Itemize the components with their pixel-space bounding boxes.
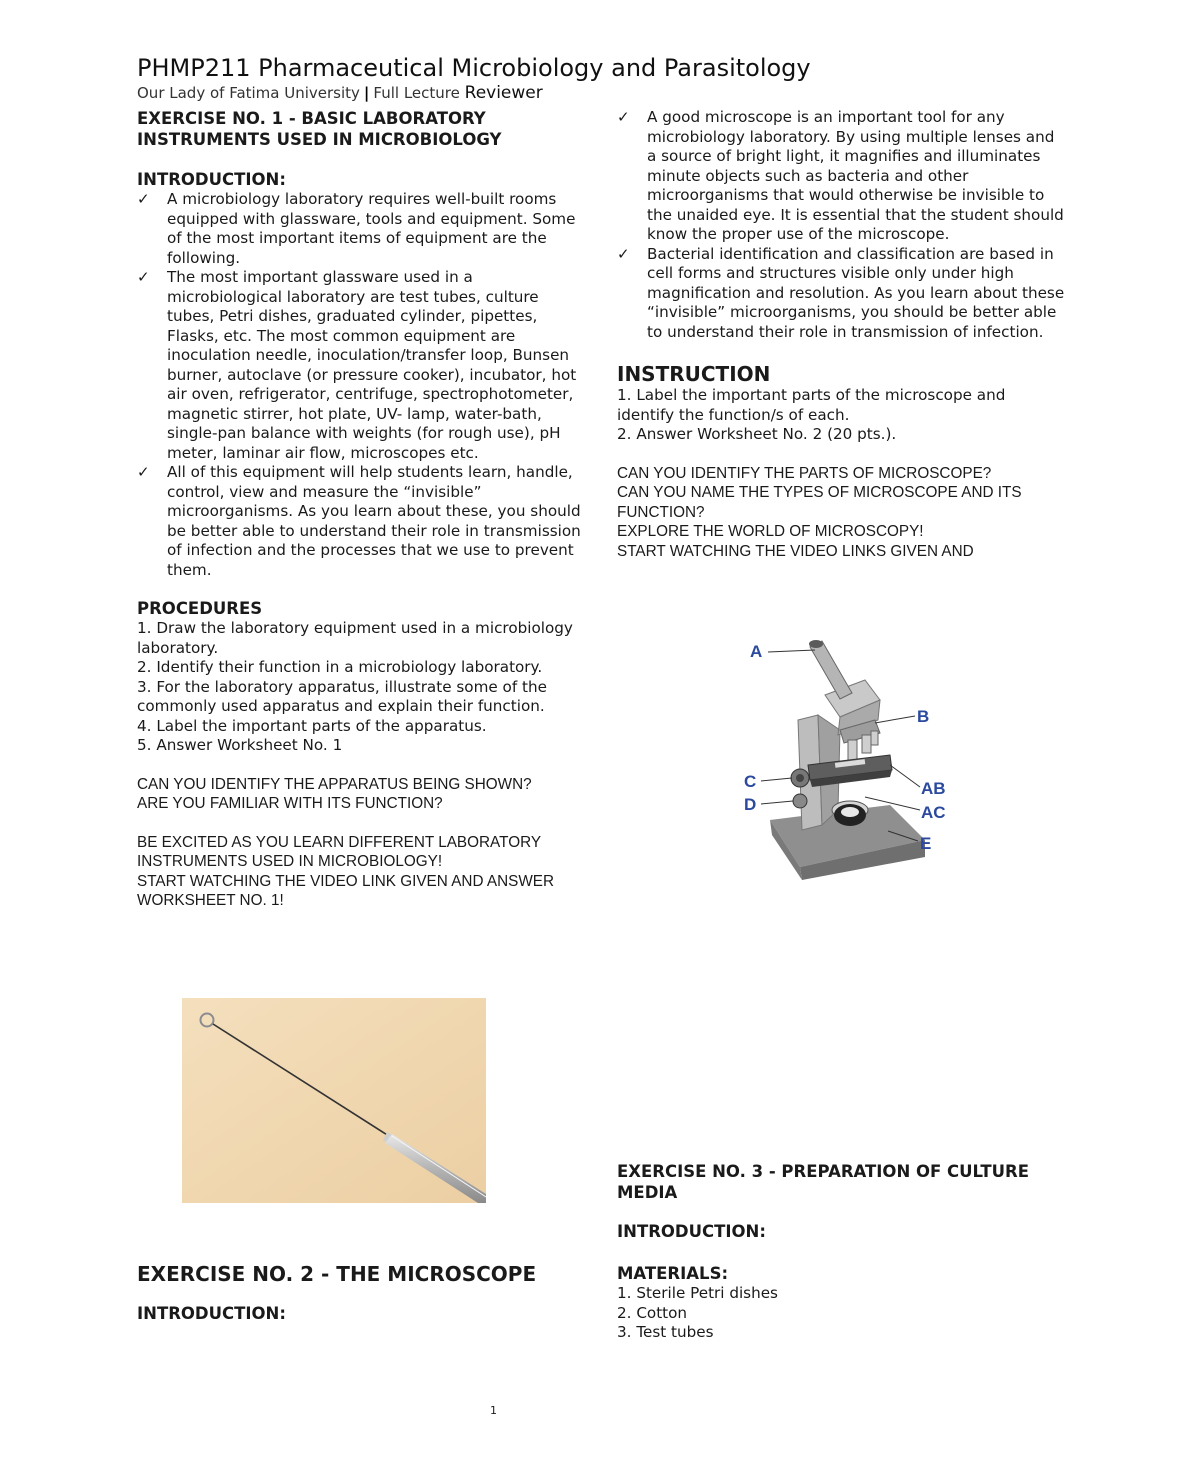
instruction-step: 2. Answer Worksheet No. 2 (20 pts.). — [617, 425, 897, 443]
exercise-1-intro-heading: INTRODUCTION: — [137, 170, 286, 189]
list-item: ✓ Bacterial identification and classification are based in cell forms and structures visible only under high magnification and resolution. As you learn about these “invisible” microorganisms, you should be better able to understand their role in transmission of infection. — [617, 244, 1065, 341]
procedure-step: 3. For the laboratory apparatus, illustrate some of the commonly used apparatus and explain their function. — [137, 677, 547, 715]
check-icon: ✓ — [617, 108, 630, 126]
microscope-label-b: B — [917, 707, 930, 726]
check-icon: ✓ — [137, 463, 150, 481]
instruction-step: 1. Label the important parts of the microscope and identify the function/s of each. — [617, 386, 1006, 424]
check-icon: ✓ — [617, 244, 630, 263]
video-prompt: START WATCHING THE VIDEO LINK GIVEN AND ANSWER WORKSHEET NO. 1! — [137, 872, 555, 909]
check-icon: ✓ — [137, 268, 150, 286]
exercise-1-title: EXERCISE NO. 1 - BASIC LABORATORY INSTRUMENTS USED IN MICROBIOLOGY — [137, 109, 502, 149]
apparatus-question: CAN YOU IDENTIFY THE APPARATUS BEING SHOWN? — [137, 775, 532, 793]
procedure-step: 4. Label the important parts of the apparatus. — [137, 716, 487, 735]
list-item: ✓ All of this equipment will help students learn, handle, control, view and measure the “invisible” microorganisms. As you learn about these, you should be better able to understand their role in transmission of infection and the processes that we use to prevent them. — [137, 463, 581, 579]
material-item: 3. Test tubes — [617, 1323, 714, 1341]
list-item: ✓ The most important glassware used in a microbiological laboratory are test tubes, culture tubes, Petri dishes, graduated cylinder, pipettes, Flasks, etc. The most common equipment are inoculation needle, inoculation/transfer loop, Bunsen burner, autoclave (or pressure cooker), incubator, hot air oven, refrigerator, centrifuge, spectrophotometer, magnetic stirrer, hot plate, UV- lamp, water-bath, single-pan balance with weights (for rough use), pH meter, laminar air flow, microscopes etc. — [137, 268, 577, 462]
subtitle-separator: | — [363, 84, 370, 102]
procedures-heading: PROCEDURES — [137, 599, 263, 618]
procedure-step: 1. Draw the laboratory equipment used in a microbiology laboratory. — [137, 619, 573, 657]
page-title: PHMP211 Pharmaceutical Microbiology and Parasitology — [137, 54, 811, 82]
inoculation-loop-photo — [182, 998, 486, 1203]
microscope-label-a: A — [750, 642, 763, 661]
procedure-step: 2. Identify their function in a microbiology laboratory. — [137, 658, 543, 676]
microscope-illustration — [740, 635, 960, 880]
materials-heading: MATERIALS: — [617, 1264, 729, 1283]
exercise-2-intro-heading: INTRODUCTION: — [137, 1304, 286, 1323]
check-icon: ✓ — [137, 190, 150, 208]
subtitle — [137, 83, 543, 103]
list-item: ✓ A good microscope is an important tool for any microbiology laboratory. By using multiple lenses and a source of bright light, it magnifies and illuminates minute objects such as bacteria and other microorganisms that would otherwise be invisible to the unaided eye. It is essential that the student should know the proper use of the microscope. — [617, 108, 1064, 243]
exercise-3-block — [617, 1161, 1067, 1343]
microscope-label-ac: AC — [921, 803, 946, 822]
excitement-prompt: BE EXCITED AS YOU LEARN DIFFERENT LABORATORY INSTRUMENTS USED IN MICROBIOLOGY! — [137, 833, 541, 870]
function-question: ARE YOU FAMILIAR WITH ITS FUNCTION? — [137, 795, 443, 812]
lecture-label: Full Lecture — [373, 84, 460, 102]
university-name: Our Lady of Fatima University — [137, 84, 360, 102]
page-number: 1 — [490, 1404, 497, 1417]
instruction-heading: INSTRUCTION — [617, 362, 771, 386]
microscope-diagram — [740, 635, 960, 880]
exercise-1-intro-list — [137, 190, 587, 580]
microscope-question: CAN YOU IDENTIFY THE PARTS OF MICROSCOPE? — [617, 464, 992, 482]
procedure-step: 5. Answer Worksheet No. 1 — [137, 736, 343, 754]
microscope-label-ab: AB — [921, 779, 946, 798]
material-item: 1. Sterile Petri dishes — [617, 1284, 778, 1302]
microscope-question: CAN YOU NAME THE TYPES OF MICROSCOPE AND ITS FUNCTION? — [617, 484, 1022, 521]
right-column — [617, 108, 1067, 561]
list-item: ✓ A microbiology laboratory requires well-built rooms equipped with glassware, tools and equipment. Some of the most important items of equipment are the following. — [137, 190, 576, 267]
exercise-2-intro-list — [617, 108, 1067, 342]
microscope-question: START WATCHING THE VIDEO LINKS GIVEN AND — [617, 542, 974, 560]
left-column — [137, 108, 587, 911]
inoculation-loop-illustration — [182, 998, 486, 1203]
exercise-3-intro-heading: INTRODUCTION: — [617, 1222, 766, 1241]
microscope-label-d: D — [744, 795, 757, 814]
exercise-2-title: EXERCISE NO. 2 - THE MICROSCOPE — [137, 1262, 537, 1286]
reviewer-label: Reviewer — [464, 83, 543, 103]
microscope-label-e: E — [920, 834, 932, 853]
exercise-2-header-block — [137, 1262, 587, 1324]
material-item: 2. Cotton — [617, 1303, 688, 1322]
microscope-question: EXPLORE THE WORLD OF MICROSCOPY! — [617, 523, 924, 540]
exercise-3-title: EXERCISE NO. 3 - PREPARATION OF CULTURE MEDIA — [617, 1162, 1029, 1202]
microscope-label-c: C — [744, 772, 757, 791]
